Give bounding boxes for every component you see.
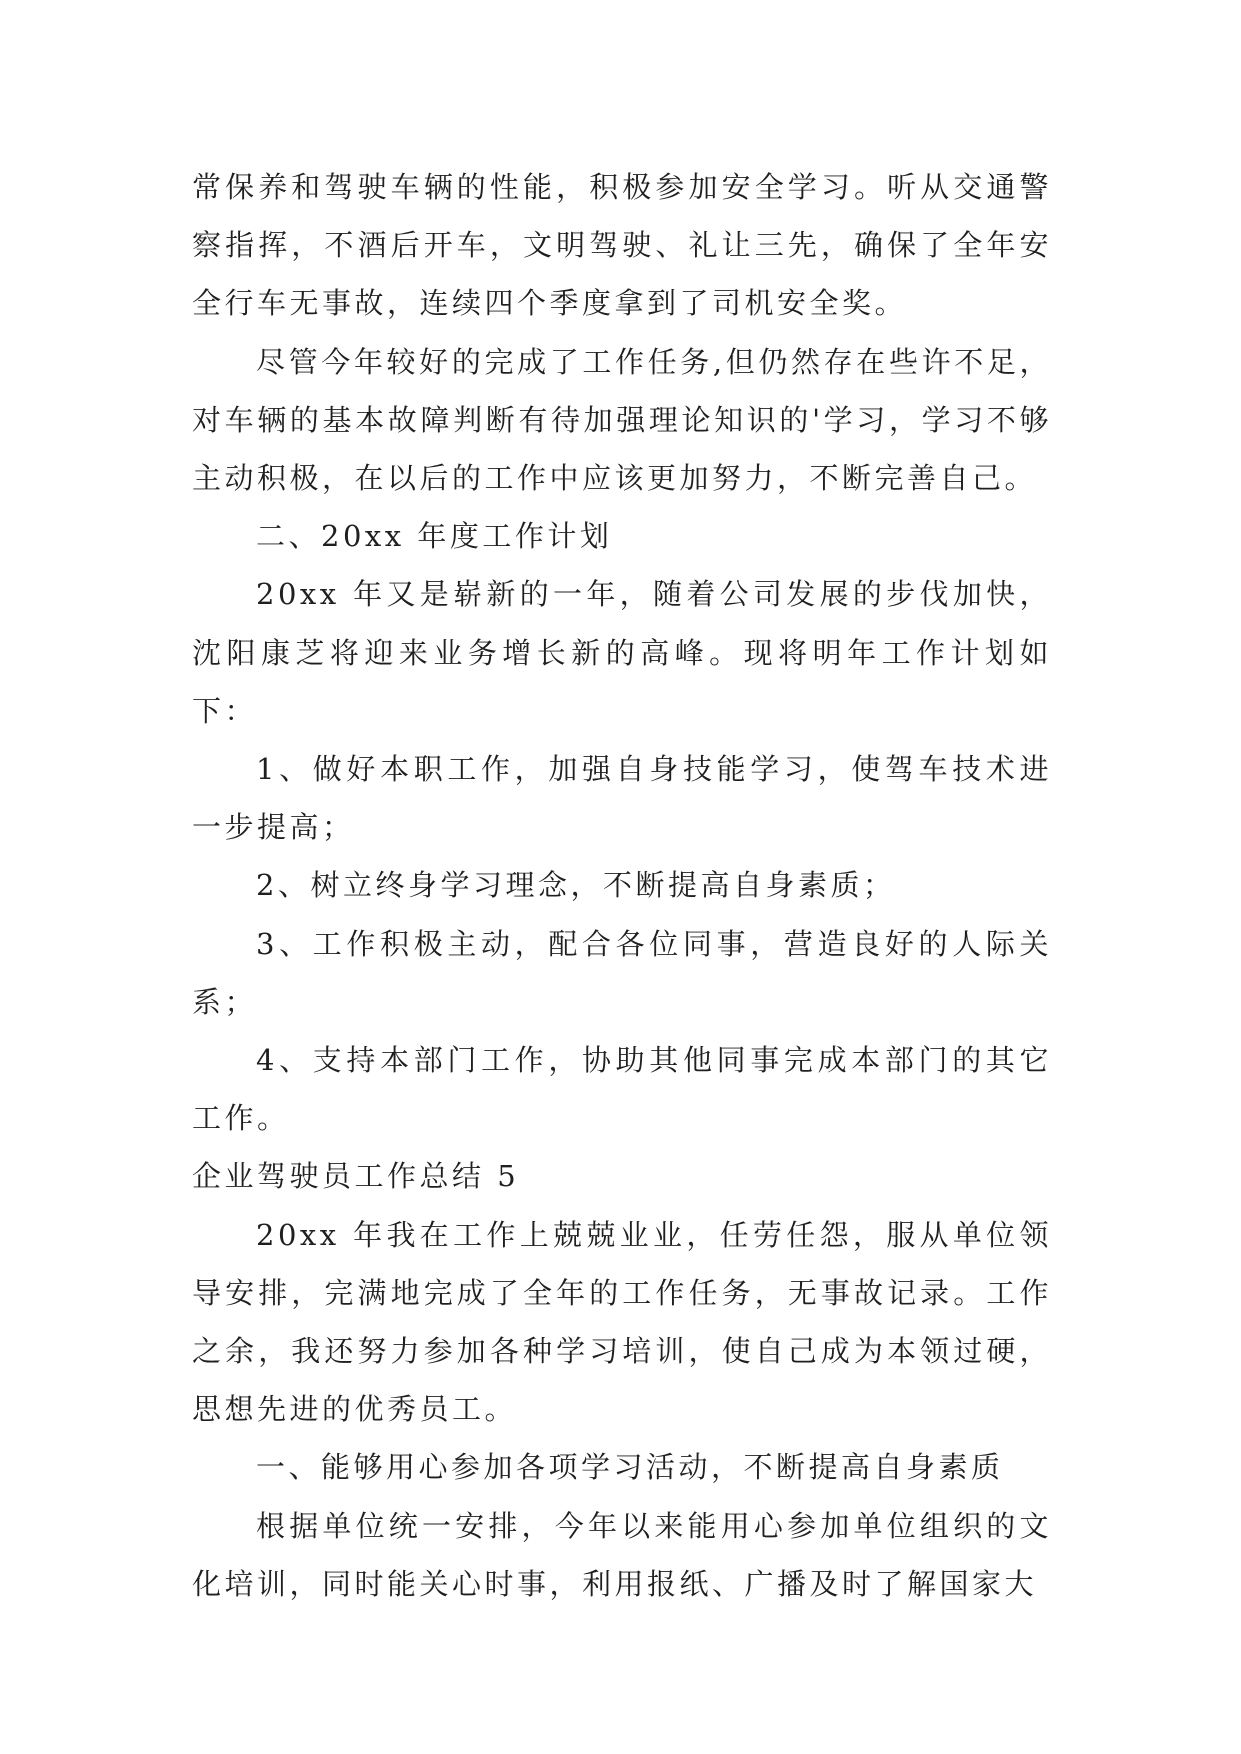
plan-item-2: 2、树立终身学习理念，不断提高自身素质； <box>256 868 896 903</box>
paragraph-year-overview: 20xx 年我在工作上兢兢业业，任劳任怨，服从单位领导安排，完满地完成了全年的工作任务，无事故记录。工作之余，我还努力参加各种学习培训，使自己成为本领过硬，思想先进的优秀员工。 <box>192 1217 1052 1427</box>
section-heading-work-plan: 二、20xx 年度工作计划 <box>256 519 613 554</box>
plan-item-1: 1、做好本职工作，加强自身技能学习，使驾车技术进一步提高； <box>192 752 1052 845</box>
document-body <box>192 158 1052 1613</box>
section-heading-learning: 一、能够用心参加各项学习活动，不断提高自身素质 <box>256 1450 1004 1485</box>
paragraph-safety-record: 常保养和驾驶车辆的性能，积极参加安全学习。听从交通警察指挥，不酒后开车，文明驾驶、礼让三先，确保了全年安全行车无事故，连续四个季度拿到了司机安全奖。 <box>192 170 1052 321</box>
plan-item-4: 4、支持本部门工作，协助其他同事完成本部门的其它工作。 <box>192 1043 1052 1136</box>
paragraph-training: 根据单位统一安排，今年以来能用心参加单位组织的文化培训，同时能关心时事，利用报纸、广播及时了解国家大 <box>192 1508 1052 1601</box>
paragraph-shortcomings: 尽管今年较好的完成了工作任务,但仍然存在些许不足，对车辆的基本故障判断有待加强理论知识的'学习，学习不够主动积极，在以后的工作中应该更加努力，不断完善自己。 <box>192 344 1052 496</box>
article-title-summary-5: 企业驾驶员工作总结 5 <box>192 1159 520 1194</box>
paragraph-new-year: 20xx 年又是崭新的一年，随着公司发展的步伐加快，沈阳康芝将迎来业务增长新的高峰。现将明年工作计划如下： <box>192 577 1052 728</box>
plan-item-3: 3、工作积极主动，配合各位同事，营造良好的人际关系； <box>192 926 1052 1019</box>
